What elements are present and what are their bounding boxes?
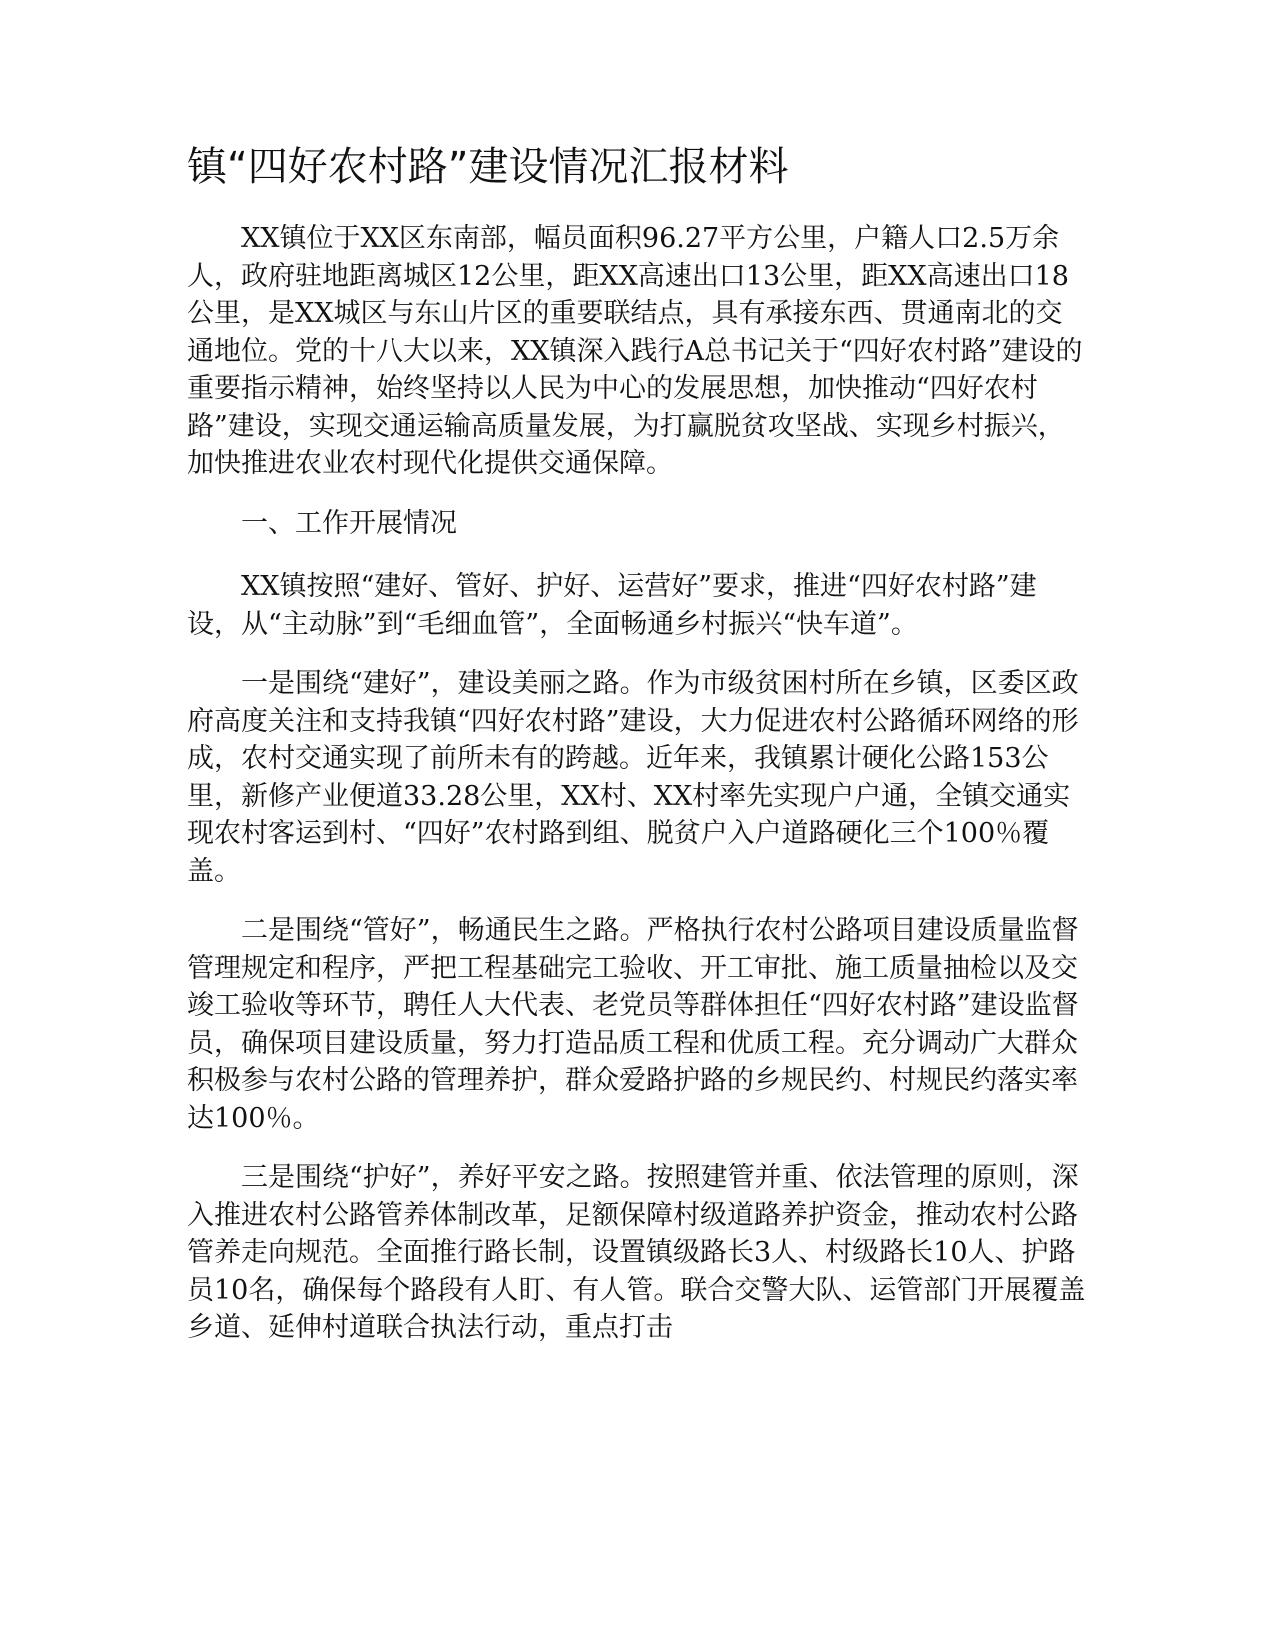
document-title: 镇“四好农村路”建设情况汇报材料 bbox=[187, 144, 789, 190]
paragraph-manage: 二是围绕“管好”，畅通民生之路。严格执行农村公路项目建设质量监督管理规定和程序，严把工程基础完工验收、开工审批、施工质量抽检以及交竣工验收等环节，聘任人大代表、老党员等群体担任“四好农村路”建设监督员，确保项目建设质量，努力打造品质工程和优质工程。充分调动广大群众积极参与农村公路的管理养护，群众爱路护路的乡规民约、村规民约落实率达100％。 bbox=[187, 915, 1079, 1134]
paragraph-overview: XX镇按照“建好、管好、护好、运营好”要求，推进“四好农村路”建设，从“主动脉”到“毛细血管”，全面畅通乡村振兴“快车道”。 bbox=[187, 571, 1037, 640]
document-page bbox=[187, 140, 1087, 1369]
paragraph-maintain: 三是围绕“护好”，养好平安之路。按照建管并重、依法管理的原则，深入推进农村公路管养体制改革，足额保障村级道路养护资金，推动农村公路管养走向规范。全面推行路长制，设置镇级路长3人、村级路长10人、护路员10名，确保每个路段有人盯、有人管。联合交警大队、运管部门开展覆盖乡道、延伸村道联合执法行动，重点打击 bbox=[187, 1162, 1086, 1343]
section-heading: 一、工作开展情况 bbox=[241, 507, 457, 539]
paragraph-intro: XX镇位于XX区东南部，幅员面积96.27平方公里，户籍人口2.5万余人，政府驻地距离城区12公里，距XX高速出口13公里，距XX高速出口18公里，是XX城区与东山片区的重要联结点，具有承接东西、贯通南北的交通地位。党的十八大以来，XX镇深入践行A总书记关于“四好农村路”建设的重要指示精神，始终坚持以人民为中心的发展思想，加快推动“四好农村路”建设，实现交通运输高质量发展，为打赢脱贫攻坚战、实现乡村振兴，加快推进农业农村现代化提供交通保障。 bbox=[187, 223, 1083, 479]
paragraph-build: 一是围绕“建好”，建设美丽之路。作为市级贫困村所在乡镇，区委区政府高度关注和支持我镇“四好农村路”建设，大力促进农村公路循环网络的形成，农村交通实现了前所未有的跨越。近年来，我镇累计硬化公路153公里，新修产业便道33.28公里，XX村、XX村率先实现户户通，全镇交通实现农村客运到村、“四好”农村路到组、脱贫户入户道路硬化三个100％覆盖。 bbox=[187, 668, 1079, 887]
